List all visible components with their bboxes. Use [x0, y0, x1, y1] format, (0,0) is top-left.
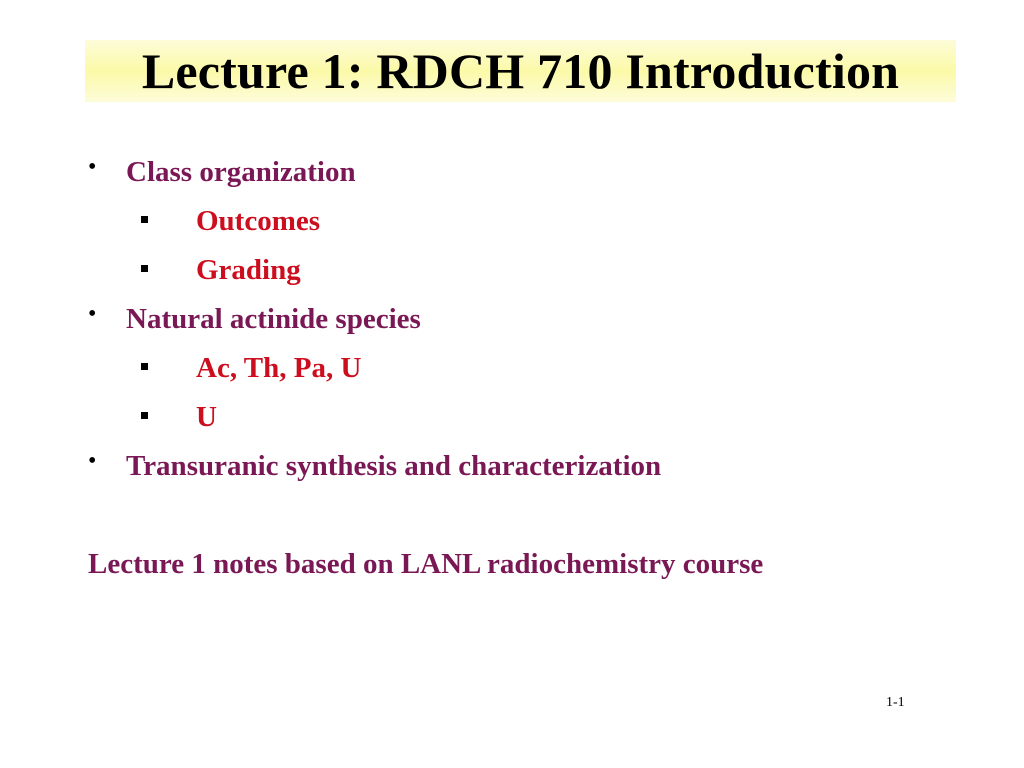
slide-title: Lecture 1: RDCH 710 Introduction — [141, 43, 900, 99]
page-number: 1-1 — [886, 695, 905, 710]
sub-bullet-item — [0, 248, 1024, 297]
sub-bullet-label: U — [196, 401, 217, 433]
square-bullet-icon — [141, 363, 148, 370]
bullet-dot-icon: • — [88, 301, 97, 327]
bullet-dot-icon: • — [88, 448, 97, 474]
square-bullet-icon — [141, 412, 148, 419]
sub-bullet-item — [0, 395, 1024, 444]
lecture-note: Lecture 1 notes based on LANL radiochemistry course — [88, 548, 764, 580]
bullet-dot-icon: • — [88, 154, 97, 180]
bullet-item — [0, 150, 1024, 199]
bullet-item — [0, 297, 1024, 346]
title-band — [85, 40, 956, 102]
bullet-label: Natural actinide species — [126, 303, 421, 335]
square-bullet-icon — [141, 216, 148, 223]
square-bullet-icon — [141, 265, 148, 272]
sub-bullet-label: Grading — [196, 254, 301, 286]
bullet-label: Transuranic synthesis and characterization — [126, 450, 662, 482]
sub-bullet-item — [0, 199, 1024, 248]
bullet-label: Class organization — [126, 156, 356, 188]
bullet-item — [0, 444, 1024, 493]
sub-bullet-label: Ac, Th, Pa, U — [196, 352, 362, 384]
sub-bullet-item — [0, 346, 1024, 395]
bullet-list — [0, 150, 1024, 493]
sub-bullet-label: Outcomes — [196, 205, 321, 237]
